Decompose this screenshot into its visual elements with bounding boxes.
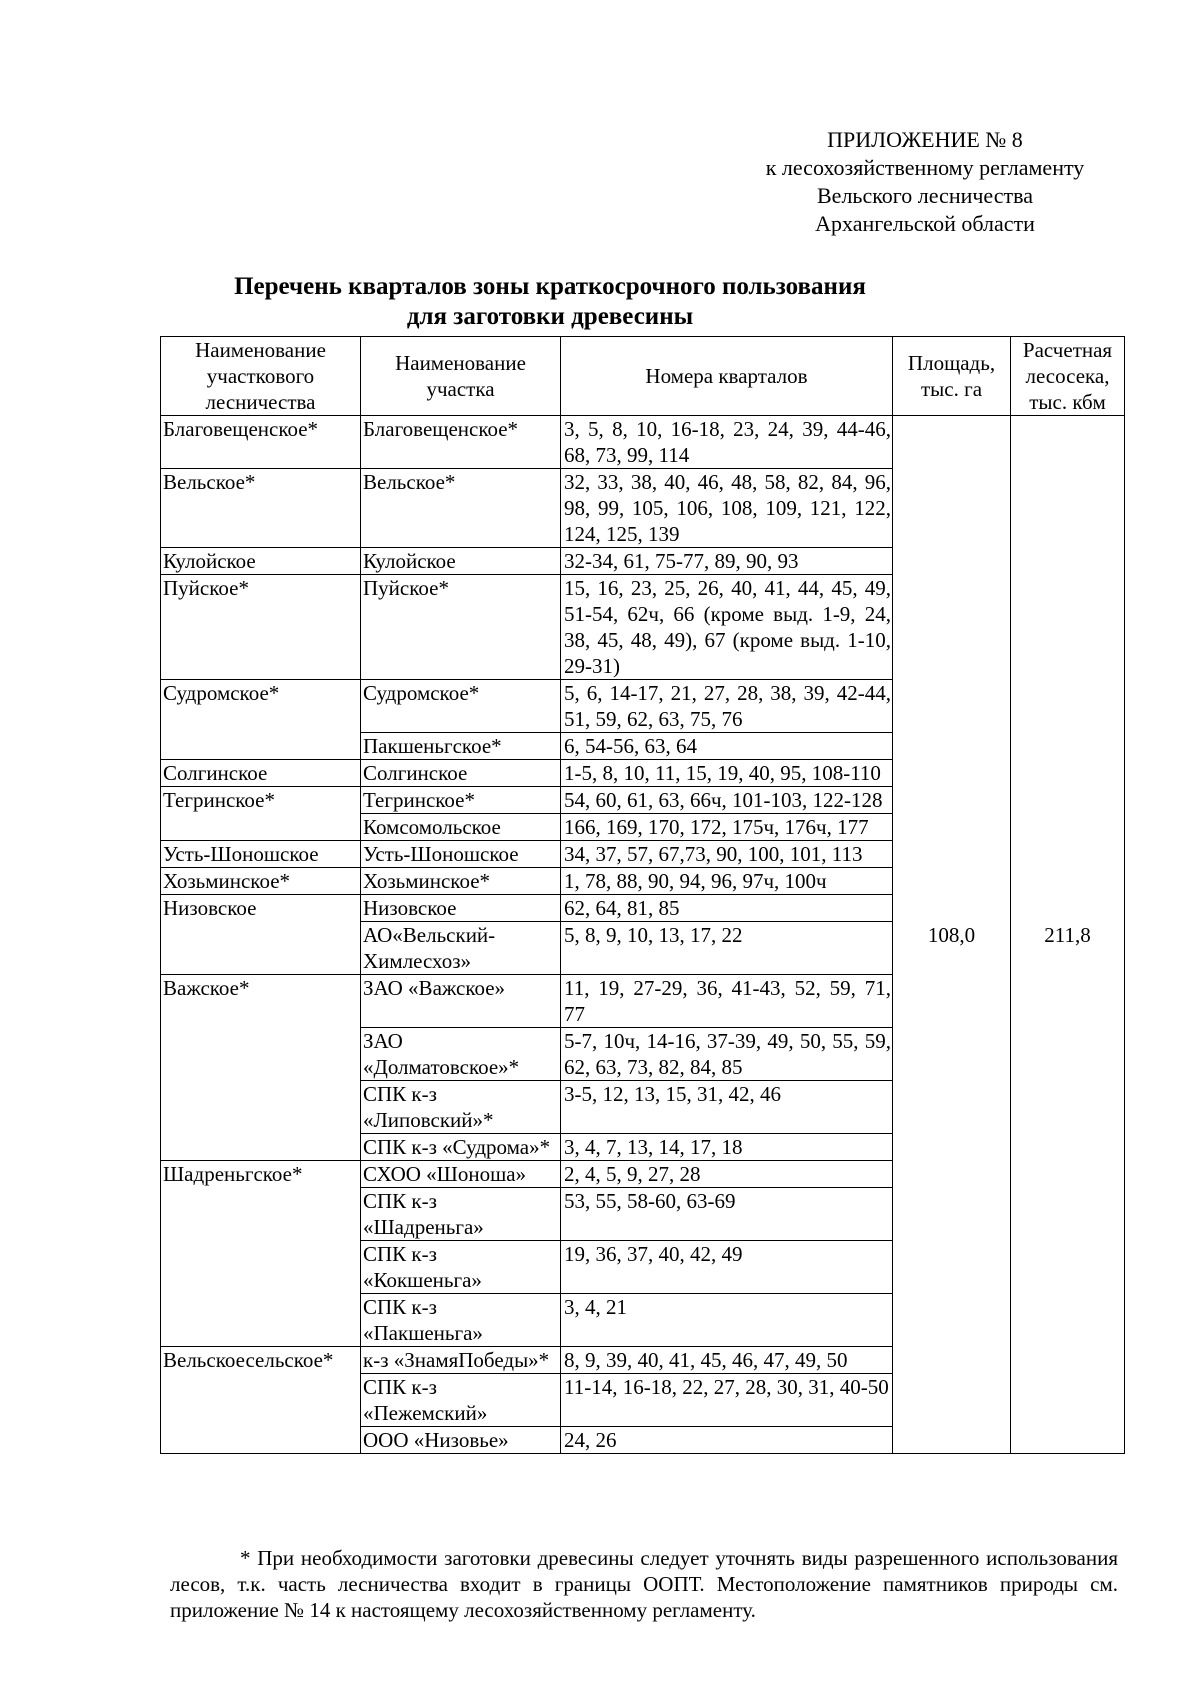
section-cell: АО«Вельский-Химлесхоз» (361, 922, 561, 975)
quarters-cell: 34, 37, 57, 67,73, 90, 100, 101, 113 (561, 841, 893, 868)
appendix-header (0, 126, 1200, 238)
header-forestry: Наименование участкового лесничества (161, 337, 361, 416)
section-cell: ЗАО «Долматовское»* (361, 1028, 561, 1081)
forestry-cell: Вельскоесельское* (161, 1347, 361, 1454)
table-body (161, 416, 1125, 1454)
appendix-number: ПРИЛОЖЕНИЕ № 8 (827, 127, 1023, 152)
quarters-cell: 3, 4, 7, 13, 14, 17, 18 (561, 1134, 893, 1161)
forestry-cell: Шадреньгское* (161, 1161, 361, 1347)
quarters-cell: 1-5, 8, 10, 11, 15, 19, 40, 95, 108-110 (561, 760, 893, 787)
section-cell: СПК к-з «Пакшеньга» (361, 1294, 561, 1347)
section-cell: Пакшеньгское* (361, 733, 561, 760)
quarters-cell: 53, 55, 58-60, 63-69 (561, 1188, 893, 1241)
section-cell: Благовещенское* (361, 416, 561, 469)
table-header-row (161, 337, 1125, 416)
quarters-cell: 2, 4, 5, 9, 27, 28 (561, 1161, 893, 1188)
header-section: Наименование участка (361, 337, 561, 416)
cut-total-cell: 211,8 (1011, 416, 1125, 1454)
header-cut: Расчетная лесосека, тыс. кбм (1011, 337, 1125, 416)
quarters-cell: 5-7, 10ч, 14-16, 37-39, 49, 50, 55, 59, 62, 63, 73, 82, 84, 85 (561, 1028, 893, 1081)
quarters-cell: 1, 78, 88, 90, 94, 96, 97ч, 100ч (561, 868, 893, 895)
appendix-line-2: к лесохозяйственному регламенту (765, 155, 1085, 180)
section-cell: СХОО «Шоноша» (361, 1161, 561, 1188)
forestry-cell: Солгинское (161, 760, 361, 787)
section-cell: Усть-Шоношское (361, 841, 561, 868)
section-cell: ЗАО «Важское» (361, 975, 561, 1028)
table-row (161, 416, 1125, 469)
forestry-cell: Пуйское* (161, 575, 361, 680)
quarters-cell: 6, 54-56, 63, 64 (561, 733, 893, 760)
quarters-cell: 19, 36, 37, 40, 42, 49 (561, 1241, 893, 1294)
forestry-cell: Вельское* (161, 469, 361, 548)
forestry-cell: Усть-Шоношское (161, 841, 361, 868)
section-cell: СПК к-з «Пежемский» (361, 1374, 561, 1427)
forestry-cell: Важское* (161, 975, 361, 1161)
forestry-cell: Благовещенское* (161, 416, 361, 469)
forestry-cell: Низовское (161, 895, 361, 975)
header-area: Площадь, тыс. га (893, 337, 1011, 416)
section-cell: ООО «Низовье» (361, 1427, 561, 1454)
section-cell: Вельское* (361, 469, 561, 548)
quarters-cell: 32-34, 61, 75-77, 89, 90, 93 (561, 548, 893, 575)
quarters-cell: 15, 16, 23, 25, 26, 40, 41, 44, 45, 49, 51-54, 62ч, 66 (кроме выд. 1-9, 24, 38, 45, 48, 49), 67 (кроме выд. 1-10, 29-31) (561, 575, 893, 680)
quarters-cell: 62, 64, 81, 85 (561, 895, 893, 922)
quarters-cell: 3, 4, 21 (561, 1294, 893, 1347)
forestry-cell: Хозьминское* (161, 868, 361, 895)
quarters-cell: 11, 19, 27-29, 36, 41-43, 52, 59, 71, 77 (561, 975, 893, 1028)
quarters-cell: 3, 5, 8, 10, 16-18, 23, 24, 39, 44-46, 68, 73, 99, 114 (561, 416, 893, 469)
quarters-cell: 24, 26 (561, 1427, 893, 1454)
forestry-cell: Судромское* (161, 680, 361, 760)
section-cell: Пуйское* (361, 575, 561, 680)
header-quarters: Номера кварталов (561, 337, 893, 416)
quarters-cell: 5, 6, 14-17, 21, 27, 28, 38, 39, 42-44, 51, 59, 62, 63, 75, 76 (561, 680, 893, 733)
footnote: * При необходимости заготовки древесины следует уточнять виды разрешенного использования лесов, т.к. часть лесничества входит в границы ООПТ. Местоположение памятников природы см. приложение № 14 к настоящему лесохозяйственному регламенту. (170, 1546, 1118, 1622)
quarters-cell: 3-5, 12, 13, 15, 31, 42, 46 (561, 1081, 893, 1134)
quarters-cell: 11-14, 16-18, 22, 27, 28, 30, 31, 40-50 (561, 1374, 893, 1427)
section-cell: Тегринское* (361, 787, 561, 814)
quarters-cell: 5, 8, 9, 10, 13, 17, 22 (561, 922, 893, 975)
section-cell: СПК к-з «Судрома»* (361, 1134, 561, 1161)
appendix-line-4: Архангельской области (815, 211, 1035, 236)
section-cell: Хозьминское* (361, 868, 561, 895)
forestry-cell: Тегринское* (161, 787, 361, 841)
section-cell: Кулойское (361, 548, 561, 575)
section-cell: к-з «ЗнамяПобеды»* (361, 1347, 561, 1374)
forestry-cell: Кулойское (161, 548, 361, 575)
section-cell: СПК к-з «Кокшеньга» (361, 1241, 561, 1294)
section-cell: СПК к-з «Липовский»* (361, 1081, 561, 1134)
section-cell: Солгинское (361, 760, 561, 787)
section-cell: СПК к-з «Шадреньга» (361, 1188, 561, 1241)
title-line-2: для заготовки древесины (406, 303, 694, 330)
title-line-1: Перечень кварталов зоны краткосрочного пользования (234, 273, 866, 300)
area-total-cell: 108,0 (893, 416, 1011, 1454)
quarters-table (160, 336, 1125, 1454)
appendix-line-3: Вельского лесничества (817, 183, 1033, 208)
section-cell: Комсомольское (361, 814, 561, 841)
quarters-cell: 8, 9, 39, 40, 41, 45, 46, 47, 49, 50 (561, 1347, 893, 1374)
section-cell: Низовское (361, 895, 561, 922)
section-cell: Судромское* (361, 680, 561, 733)
document-title (150, 272, 950, 332)
quarters-cell: 166, 169, 170, 172, 175ч, 176ч, 177 (561, 814, 893, 841)
quarters-cell: 32, 33, 38, 40, 46, 48, 58, 82, 84, 96, 98, 99, 105, 106, 108, 109, 121, 122, 124, 125, 139 (561, 469, 893, 548)
quarters-cell: 54, 60, 61, 63, 66ч, 101-103, 122-128 (561, 787, 893, 814)
